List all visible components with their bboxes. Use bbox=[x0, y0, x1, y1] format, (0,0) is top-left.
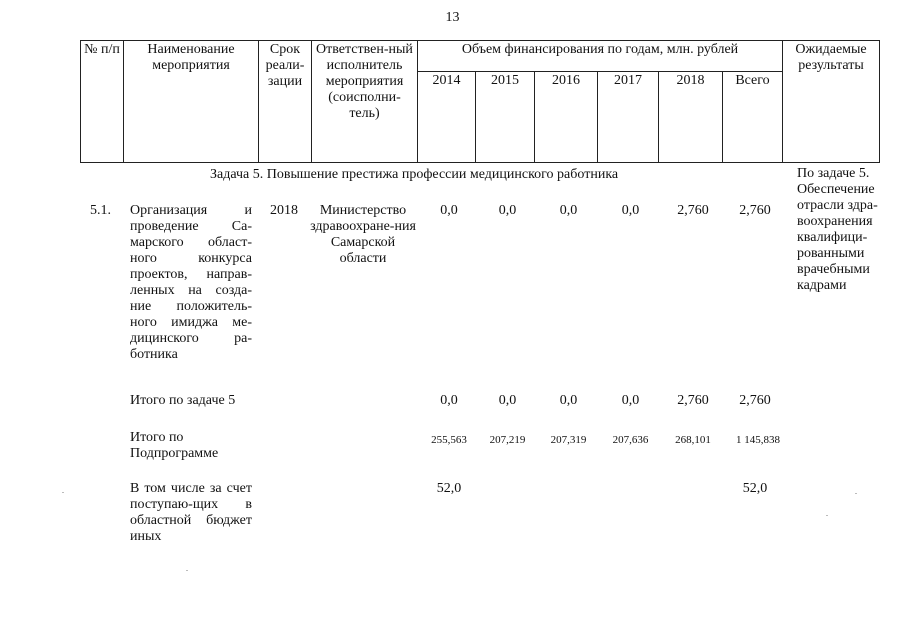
header-col-name: Наименование мероприятия bbox=[124, 41, 259, 163]
row-51-term: 2018 bbox=[270, 203, 298, 218]
header-col-term: Срок реали-зации bbox=[259, 41, 312, 163]
page-number: 13 bbox=[445, 10, 460, 25]
row-51-value-2018: 2,760 bbox=[677, 203, 709, 218]
row-51-number: 5.1. bbox=[90, 203, 111, 218]
row-total-sub-value-2016: 207,319 bbox=[550, 434, 587, 446]
row-total-task-value-2016: 0,0 bbox=[559, 393, 578, 408]
row-total-sub-value-2014: 255,563 bbox=[431, 434, 467, 446]
header-col-responsible: Ответствен-ный исполнитель мероприятия (соисполни-тель) bbox=[312, 41, 418, 163]
scan-speck bbox=[62, 492, 64, 493]
row-total-task-label: Итого по задаче 5 bbox=[130, 393, 236, 408]
header-year-total: Всего bbox=[723, 72, 783, 163]
header-year-2018: 2018 bbox=[659, 72, 723, 163]
header-col-funding: Объем финансирования по годам, млн. рублей bbox=[418, 41, 783, 72]
row-51-value-2014: 0,0 bbox=[440, 203, 458, 218]
row-total-sub-label: Итого по Подпрограмме bbox=[130, 430, 219, 461]
row-51-value-2015: 0,0 bbox=[498, 203, 517, 218]
row-incl-value-2014: 52,0 bbox=[436, 481, 462, 496]
header-year-2014: 2014 bbox=[418, 72, 476, 163]
header-year-2016: 2016 bbox=[535, 72, 598, 163]
row-total-task-value-2014: 0,0 bbox=[440, 393, 458, 408]
row-51-name: Организация и проведение Са-марского област-ного конкурса проектов, направ-ленных на созда-ние положитель-ного имиджа ме-дицинского ра-ботника bbox=[130, 203, 252, 362]
row-51-value-total: 2,760 bbox=[739, 203, 771, 218]
header-year-2015: 2015 bbox=[476, 72, 535, 163]
row-51-responsible: Министерство здравоохране-ния Самарской области bbox=[310, 203, 416, 266]
header-col-results: Ожидаемые результаты bbox=[783, 41, 880, 163]
row-total-sub-value-total: 1 145,838 bbox=[736, 434, 780, 446]
scan-speck bbox=[186, 570, 188, 571]
row-total-task-value-total: 2,760 bbox=[739, 393, 771, 408]
row-total-task-value-2017: 0,0 bbox=[621, 393, 640, 408]
row-total-task-value-2015: 0,0 bbox=[498, 393, 517, 408]
header-col-number: № п/п bbox=[81, 41, 124, 163]
row-total-sub-value-2017: 207,636 bbox=[612, 434, 649, 446]
header-year-2017: 2017 bbox=[598, 72, 659, 163]
row-total-sub-value-2015: 207,219 bbox=[489, 434, 526, 446]
expected-result: По задаче 5. Обеспечение отрасли здра-воохранения квалифици-рованными врачебными кадрами bbox=[797, 166, 878, 293]
row-incl-value-total: 52,0 bbox=[742, 481, 768, 496]
scan-speck bbox=[855, 493, 857, 494]
row-51-value-2017: 0,0 bbox=[621, 203, 640, 218]
row-51-value-2016: 0,0 bbox=[559, 203, 578, 218]
row-total-task-value-2018: 2,760 bbox=[677, 393, 709, 408]
row-incl-label: В том числе за счет поступаю-щих в областной бюджет иных bbox=[130, 481, 252, 544]
row-total-sub-value-2018: 268,101 bbox=[675, 434, 711, 446]
scan-speck bbox=[826, 515, 828, 516]
task-title: Задача 5. Повышение престижа профессии медицинского работника bbox=[210, 167, 619, 182]
table-header bbox=[80, 40, 880, 163]
